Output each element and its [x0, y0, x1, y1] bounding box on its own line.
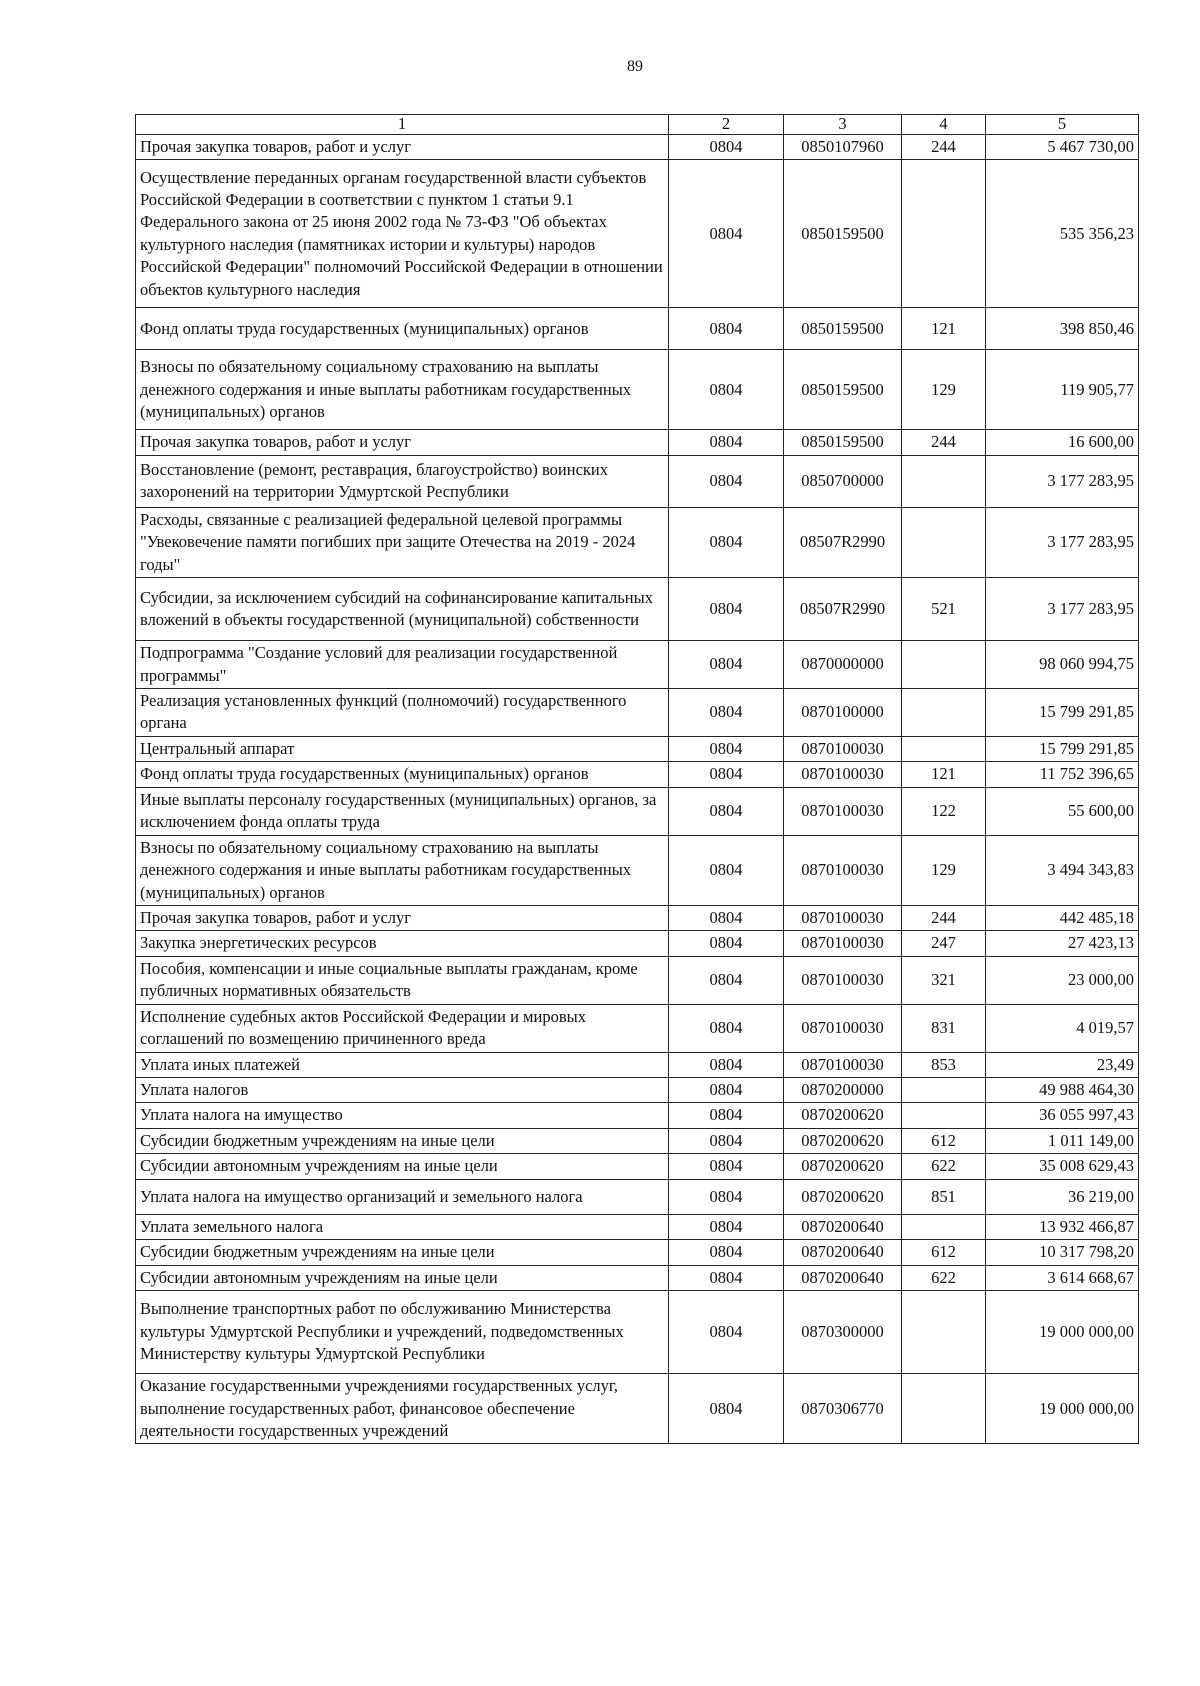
expense-type-cell: [902, 1103, 986, 1128]
amount-cell: 35 008 629,43: [986, 1154, 1139, 1179]
target-code-cell: 0870200000: [784, 1078, 902, 1103]
section-code-cell: 0804: [669, 1265, 784, 1290]
section-code-cell: 0804: [669, 1078, 784, 1103]
expense-name-cell: Закупка энергетических ресурсов: [136, 931, 669, 956]
expense-type-cell: 244: [902, 134, 986, 159]
expense-type-cell: [902, 1078, 986, 1103]
section-code-cell: 0804: [669, 835, 784, 905]
amount-cell: 55 600,00: [986, 787, 1139, 835]
amount-cell: 98 060 994,75: [986, 641, 1139, 689]
table-row: [136, 956, 1139, 1004]
section-code-cell: 0804: [669, 689, 784, 737]
expense-type-cell: [902, 736, 986, 761]
table-row: [136, 835, 1139, 905]
expense-type-cell: 521: [902, 578, 986, 641]
expense-name-cell: Взносы по обязательному социальному страхованию на выплаты денежного содержания и иные выплаты работникам государственных (муниципальных) органов: [136, 835, 669, 905]
expense-name-cell: Центральный аппарат: [136, 736, 669, 761]
table-row: [136, 1179, 1139, 1214]
target-code-cell: 08507R2990: [784, 578, 902, 641]
target-code-cell: 0870100030: [784, 1052, 902, 1077]
expense-name-cell: Взносы по обязательному социальному страхованию на выплаты денежного содержания и иные выплаты работникам государственных (муниципальных) органов: [136, 350, 669, 430]
section-code-cell: 0804: [669, 1103, 784, 1128]
expense-name-cell: Иные выплаты персоналу государственных (муниципальных) органов, за исключением фонда оплаты труда: [136, 787, 669, 835]
section-code-cell: 0804: [669, 1374, 784, 1444]
section-code-cell: 0804: [669, 762, 784, 787]
target-code-cell: 0870200640: [784, 1265, 902, 1290]
page-number: 89: [627, 58, 643, 75]
amount-cell: 11 752 396,65: [986, 762, 1139, 787]
expense-type-cell: [902, 1214, 986, 1239]
target-code-cell: 0870100030: [784, 931, 902, 956]
expense-type-cell: [902, 1291, 986, 1374]
expense-name-cell: Расходы, связанные с реализацией федеральной целевой программы "Увековечение памяти погибших при защите Отечества на 2019 - 2024 годы": [136, 507, 669, 577]
expense-type-cell: 129: [902, 835, 986, 905]
target-code-cell: 0870100030: [784, 762, 902, 787]
target-code-cell: 0850159500: [784, 350, 902, 430]
expense-type-cell: 851: [902, 1179, 986, 1214]
table-row: [136, 1265, 1139, 1290]
amount-cell: 19 000 000,00: [986, 1374, 1139, 1444]
expense-type-cell: [902, 689, 986, 737]
amount-cell: 3 614 668,67: [986, 1265, 1139, 1290]
amount-cell: 3 177 283,95: [986, 578, 1139, 641]
amount-cell: 15 799 291,85: [986, 736, 1139, 761]
expense-name-cell: Субсидии автономным учреждениям на иные цели: [136, 1265, 669, 1290]
table-row: [136, 736, 1139, 761]
section-code-cell: 0804: [669, 1154, 784, 1179]
expense-name-cell: Субсидии автономным учреждениям на иные цели: [136, 1154, 669, 1179]
column-header: 1: [136, 115, 669, 135]
expense-name-cell: Пособия, компенсации и иные социальные выплаты гражданам, кроме публичных нормативных обязательств: [136, 956, 669, 1004]
target-code-cell: 0870200620: [784, 1128, 902, 1153]
amount-cell: 13 932 466,87: [986, 1214, 1139, 1239]
section-code-cell: 0804: [669, 160, 784, 308]
expense-name-cell: Подпрограмма "Создание условий для реализации государственной программы": [136, 641, 669, 689]
target-code-cell: 0870200620: [784, 1103, 902, 1128]
amount-cell: 3 494 343,83: [986, 835, 1139, 905]
table-row: [136, 1240, 1139, 1265]
section-code-cell: 0804: [669, 1052, 784, 1077]
expense-type-cell: 121: [902, 308, 986, 350]
expense-name-cell: Субсидии бюджетным учреждениям на иные цели: [136, 1128, 669, 1153]
table-header-row: [136, 115, 1139, 135]
amount-cell: 3 177 283,95: [986, 455, 1139, 507]
expense-type-cell: 122: [902, 787, 986, 835]
amount-cell: 535 356,23: [986, 160, 1139, 308]
target-code-cell: 0870100030: [784, 787, 902, 835]
amount-cell: 23 000,00: [986, 956, 1139, 1004]
section-code-cell: 0804: [669, 1291, 784, 1374]
amount-cell: 23,49: [986, 1052, 1139, 1077]
table-row: [136, 787, 1139, 835]
table-row: [136, 1004, 1139, 1052]
table-row: [136, 507, 1139, 577]
table-row: [136, 1103, 1139, 1128]
expense-name-cell: Исполнение судебных актов Российской Федерации и мировых соглашений по возмещению причиненного вреда: [136, 1004, 669, 1052]
expense-name-cell: Уплата налогов: [136, 1078, 669, 1103]
table-row: [136, 1291, 1139, 1374]
section-code-cell: 0804: [669, 931, 784, 956]
target-code-cell: 0870100000: [784, 689, 902, 737]
column-header: 3: [784, 115, 902, 135]
amount-cell: 36 055 997,43: [986, 1103, 1139, 1128]
amount-cell: 27 423,13: [986, 931, 1139, 956]
table-row: [136, 1078, 1139, 1103]
expense-name-cell: Прочая закупка товаров, работ и услуг: [136, 134, 669, 159]
expense-name-cell: Осуществление переданных органам государственной власти субъектов Российской Федерации в соответствии с пунктом 1 статьи 9.1 Федерального закона от 25 июня 2002 года № 73-ФЗ "Об объектах культурного наследия (памятниках истории и культуры) народов Российской Федерации" полномочий Российской Федерации в отношении объектов культурного наследия: [136, 160, 669, 308]
section-code-cell: 0804: [669, 308, 784, 350]
section-code-cell: 0804: [669, 905, 784, 930]
target-code-cell: 0870200620: [784, 1179, 902, 1214]
section-code-cell: 0804: [669, 134, 784, 159]
amount-cell: 119 905,77: [986, 350, 1139, 430]
expense-type-cell: 121: [902, 762, 986, 787]
expense-type-cell: 612: [902, 1128, 986, 1153]
amount-cell: 15 799 291,85: [986, 689, 1139, 737]
table-row: [136, 641, 1139, 689]
target-code-cell: 0850700000: [784, 455, 902, 507]
expense-name-cell: Реализация установленных функций (полномочий) государственного органа: [136, 689, 669, 737]
target-code-cell: 0870200640: [784, 1240, 902, 1265]
expense-type-cell: [902, 507, 986, 577]
expense-type-cell: 853: [902, 1052, 986, 1077]
budget-table: [135, 114, 1139, 1444]
amount-cell: 49 988 464,30: [986, 1078, 1139, 1103]
target-code-cell: 0870000000: [784, 641, 902, 689]
table-row: [136, 578, 1139, 641]
amount-cell: 3 177 283,95: [986, 507, 1139, 577]
target-code-cell: 0870306770: [784, 1374, 902, 1444]
table-row: [136, 1154, 1139, 1179]
expense-name-cell: Уплата земельного налога: [136, 1214, 669, 1239]
expense-type-cell: 622: [902, 1265, 986, 1290]
expense-name-cell: Уплата иных платежей: [136, 1052, 669, 1077]
column-header: 5: [986, 115, 1139, 135]
section-code-cell: 0804: [669, 787, 784, 835]
expense-name-cell: Выполнение транспортных работ по обслуживанию Министерства культуры Удмуртской Республики и учреждений, подведомственных Министерству культуры Удмуртской Республики: [136, 1291, 669, 1374]
column-header: 2: [669, 115, 784, 135]
expense-name-cell: Субсидии, за исключением субсидий на софинансирование капитальных вложений в объекты государственной (муниципальной) собственности: [136, 578, 669, 641]
table-row: [136, 455, 1139, 507]
target-code-cell: 0870100030: [784, 1004, 902, 1052]
expense-type-cell: [902, 641, 986, 689]
section-code-cell: 0804: [669, 1179, 784, 1214]
table-row: [136, 931, 1139, 956]
table-row: [136, 160, 1139, 308]
expense-type-cell: [902, 160, 986, 308]
amount-cell: 5 467 730,00: [986, 134, 1139, 159]
section-code-cell: 0804: [669, 1240, 784, 1265]
section-code-cell: 0804: [669, 430, 784, 455]
expense-name-cell: Прочая закупка товаров, работ и услуг: [136, 430, 669, 455]
table-row: [136, 689, 1139, 737]
amount-cell: 398 850,46: [986, 308, 1139, 350]
target-code-cell: 08507R2990: [784, 507, 902, 577]
target-code-cell: 0850159500: [784, 430, 902, 455]
expense-name-cell: Фонд оплаты труда государственных (муниципальных) органов: [136, 308, 669, 350]
table-row: [136, 1374, 1139, 1444]
target-code-cell: 0870100030: [784, 905, 902, 930]
table-row: [136, 1052, 1139, 1077]
table-row: [136, 350, 1139, 430]
expense-name-cell: Оказание государственными учреждениями государственных услуг, выполнение государственных работ, финансовое обеспечение деятельности государственных учреждений: [136, 1374, 669, 1444]
expense-name-cell: Уплата налога на имущество организаций и земельного налога: [136, 1179, 669, 1214]
section-code-cell: 0804: [669, 736, 784, 761]
column-header: 4: [902, 115, 986, 135]
amount-cell: 1 011 149,00: [986, 1128, 1139, 1153]
table-row: [136, 762, 1139, 787]
table-row: [136, 430, 1139, 455]
amount-cell: 4 019,57: [986, 1004, 1139, 1052]
expense-type-cell: 831: [902, 1004, 986, 1052]
expense-type-cell: 321: [902, 956, 986, 1004]
table-row: [136, 1214, 1139, 1239]
section-code-cell: 0804: [669, 956, 784, 1004]
amount-cell: 16 600,00: [986, 430, 1139, 455]
expense-type-cell: 244: [902, 430, 986, 455]
target-code-cell: 0870200640: [784, 1214, 902, 1239]
target-code-cell: 0870300000: [784, 1291, 902, 1374]
expense-type-cell: 247: [902, 931, 986, 956]
section-code-cell: 0804: [669, 1128, 784, 1153]
target-code-cell: 0870100030: [784, 956, 902, 1004]
amount-cell: 10 317 798,20: [986, 1240, 1139, 1265]
amount-cell: 442 485,18: [986, 905, 1139, 930]
section-code-cell: 0804: [669, 1214, 784, 1239]
section-code-cell: 0804: [669, 1004, 784, 1052]
expense-type-cell: [902, 455, 986, 507]
expense-type-cell: 129: [902, 350, 986, 430]
target-code-cell: 0850159500: [784, 160, 902, 308]
target-code-cell: 0870200620: [784, 1154, 902, 1179]
expense-name-cell: Восстановление (ремонт, реставрация, благоустройство) воинских захоронений на территории Удмуртской Республики: [136, 455, 669, 507]
expense-name-cell: Фонд оплаты труда государственных (муниципальных) органов: [136, 762, 669, 787]
expense-type-cell: [902, 1374, 986, 1444]
target-code-cell: 0850159500: [784, 308, 902, 350]
expense-type-cell: 612: [902, 1240, 986, 1265]
section-code-cell: 0804: [669, 507, 784, 577]
amount-cell: 19 000 000,00: [986, 1291, 1139, 1374]
expense-name-cell: Прочая закупка товаров, работ и услуг: [136, 905, 669, 930]
expense-name-cell: Уплата налога на имущество: [136, 1103, 669, 1128]
table-row: [136, 308, 1139, 350]
expense-name-cell: Субсидии бюджетным учреждениям на иные цели: [136, 1240, 669, 1265]
section-code-cell: 0804: [669, 578, 784, 641]
section-code-cell: 0804: [669, 641, 784, 689]
expense-type-cell: 622: [902, 1154, 986, 1179]
target-code-cell: 0850107960: [784, 134, 902, 159]
target-code-cell: 0870100030: [784, 736, 902, 761]
expense-type-cell: 244: [902, 905, 986, 930]
amount-cell: 36 219,00: [986, 1179, 1139, 1214]
section-code-cell: 0804: [669, 455, 784, 507]
target-code-cell: 0870100030: [784, 835, 902, 905]
section-code-cell: 0804: [669, 350, 784, 430]
table-row: [136, 1128, 1139, 1153]
table-row: [136, 134, 1139, 159]
table-row: [136, 905, 1139, 930]
